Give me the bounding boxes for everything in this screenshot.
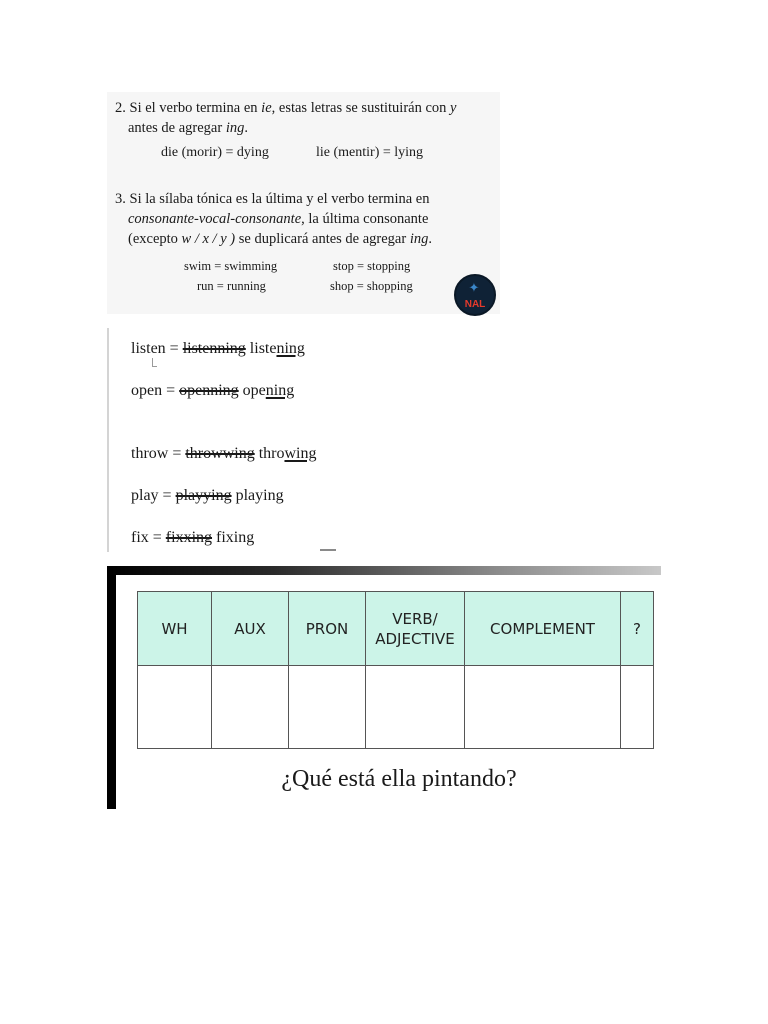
rule-2-line-2: antes de agregar ing. <box>128 120 248 136</box>
rule-3-line-3: (excepto w / x / y ) se duplicará antes de agregar ing. <box>128 231 432 247</box>
table-cell <box>465 666 621 749</box>
mouse-cursor-icon <box>152 358 157 367</box>
logo-text: NAL <box>464 299 486 310</box>
table-cell <box>212 666 289 749</box>
rule-3-example-3: run = running <box>197 279 266 293</box>
question-text: ¿Qué está ella pintando? <box>281 766 517 792</box>
nal-logo <box>454 274 496 316</box>
header-question-mark: ? <box>621 592 654 666</box>
spelling-rules-panel <box>107 92 500 314</box>
table-row <box>138 666 654 749</box>
header-complement: COMPLEMENT <box>465 592 621 666</box>
divider <box>320 549 336 551</box>
header-pron: PRON <box>289 592 366 666</box>
correction-line-fix: fix = fixxing fixing <box>131 529 255 546</box>
rule-3-example-2: stop = stopping <box>333 259 411 273</box>
table-cell <box>621 666 654 749</box>
correction-line-open: open = openning opening <box>131 382 295 399</box>
sentence-structure-table <box>137 591 654 749</box>
header-verb-adjective: VERB/ ADJECTIVE <box>366 592 465 666</box>
table-cell <box>289 666 366 749</box>
correction-line-play: play = playying playing <box>131 487 284 504</box>
sentence-structure-slide <box>107 566 661 809</box>
table-header-row <box>138 592 654 666</box>
rule-3-line-1: 3. Si la sílaba tónica es la última y el verbo termina en <box>115 191 430 207</box>
rule-3-line-2: consonante-vocal-consonante, la última consonante <box>128 211 429 227</box>
header-wh: WH <box>138 592 212 666</box>
header-aux: AUX <box>212 592 289 666</box>
correction-line-throw: throw = throwwing throwing <box>131 445 317 462</box>
corrections-panel <box>107 328 335 552</box>
table-cell <box>138 666 212 749</box>
rule-2-example-1: die (morir) = dying <box>161 145 269 160</box>
rule-2-example-2: lie (mentir) = lying <box>316 145 424 160</box>
table-cell <box>366 666 465 749</box>
rule-3-example-4: shop = shopping <box>330 279 413 293</box>
logo-emblem-icon: ✦ <box>468 281 480 296</box>
correction-line-listen: listen = listenning listening <box>131 340 305 357</box>
slide-top-border <box>107 566 661 575</box>
rule-2-line-1: 2. Si el verbo termina en ie, estas letras se sustituirán con y <box>115 100 457 116</box>
rule-3-example-1: swim = swimming <box>184 259 278 273</box>
